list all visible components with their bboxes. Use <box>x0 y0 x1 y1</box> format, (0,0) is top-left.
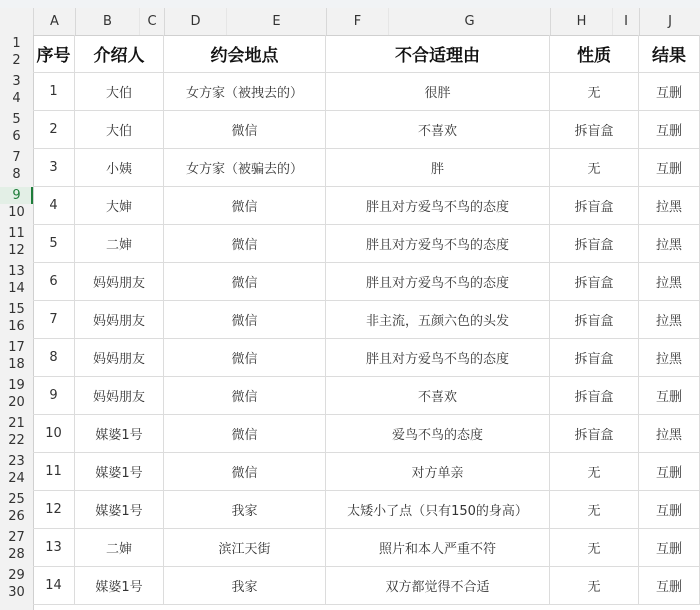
cell-introducer[interactable]: 大伯 <box>75 73 164 110</box>
toolbar-strip <box>0 0 700 8</box>
cell-location[interactable]: 微信 <box>164 377 326 414</box>
cell-result[interactable]: 拉黑 <box>639 415 700 452</box>
header-row <box>33 35 700 73</box>
cell-nature[interactable]: 拆盲盒 <box>550 187 639 224</box>
cell-result[interactable]: 互删 <box>639 149 700 186</box>
cell-result[interactable]: 拉黑 <box>639 301 700 338</box>
cell-location[interactable]: 我家 <box>164 491 326 528</box>
cell-nature[interactable]: 拆盲盒 <box>550 415 639 452</box>
row-header-28[interactable]: 28 <box>8 547 25 562</box>
header-cell-introducer[interactable]: 介绍人 <box>75 35 164 72</box>
column-header-g[interactable]: G <box>388 8 550 35</box>
header-cell-nature[interactable]: 性质 <box>550 35 639 72</box>
cell-nature[interactable]: 无 <box>550 453 639 490</box>
table-row <box>33 187 700 225</box>
cell-result[interactable]: 互删 <box>639 111 700 148</box>
header-cell-reason[interactable]: 不合适理由 <box>326 35 550 72</box>
row-header-8[interactable]: 8 <box>12 167 21 182</box>
cell-result[interactable]: 互删 <box>639 491 700 528</box>
cell-introducer[interactable]: 妈妈朋友 <box>75 339 164 376</box>
cell-result[interactable]: 互删 <box>639 377 700 414</box>
column-header-f[interactable]: F <box>326 8 388 35</box>
cell-reason[interactable]: 胖 <box>326 149 550 186</box>
table-row <box>33 339 700 377</box>
row-header-4[interactable]: 4 <box>12 91 21 106</box>
cell-index[interactable]: 4 <box>33 187 75 224</box>
cell-location[interactable]: 微信 <box>164 453 326 490</box>
cell-reason[interactable]: 爱鸟不鸟的态度 <box>326 415 550 452</box>
row-header-18[interactable]: 18 <box>8 357 25 372</box>
cell-nature[interactable]: 无 <box>550 567 639 604</box>
header-cell-result[interactable]: 结果 <box>639 35 700 72</box>
table-row <box>33 415 700 453</box>
cell-introducer[interactable]: 媒婆1号 <box>75 415 164 452</box>
cell-reason[interactable]: 胖且对方爱鸟不鸟的态度 <box>326 187 550 224</box>
row-header-25[interactable]: 25 <box>8 492 25 507</box>
row-header-17[interactable]: 17 <box>8 340 25 355</box>
cell-index[interactable]: 7 <box>33 301 75 338</box>
cell-introducer[interactable]: 妈妈朋友 <box>75 263 164 300</box>
table-row <box>33 263 700 301</box>
cell-location[interactable]: 女方家（被拽去的） <box>164 73 326 110</box>
table-row <box>33 567 700 605</box>
column-header-j[interactable]: J <box>639 8 700 35</box>
row-header-19[interactable]: 19 <box>8 378 25 393</box>
table-row <box>33 491 700 529</box>
cell-index[interactable]: 5 <box>33 225 75 262</box>
cell-reason[interactable]: 胖且对方爱鸟不鸟的态度 <box>326 339 550 376</box>
row-header-1[interactable]: 1 <box>12 36 21 51</box>
cell-index[interactable]: 6 <box>33 263 75 300</box>
cell-introducer[interactable]: 媒婆1号 <box>75 453 164 490</box>
cell-location[interactable]: 微信 <box>164 187 326 224</box>
cell-introducer[interactable]: 二婶 <box>75 225 164 262</box>
cell-index[interactable]: 11 <box>33 453 75 490</box>
table-row <box>33 377 700 415</box>
cell-reason[interactable]: 照片和本人严重不符 <box>326 529 550 566</box>
cell-result[interactable]: 互删 <box>639 529 700 566</box>
row-header-6[interactable]: 6 <box>12 129 21 144</box>
cell-introducer[interactable]: 二婶 <box>75 529 164 566</box>
cell-introducer[interactable]: 大伯 <box>75 111 164 148</box>
table-row <box>33 453 700 491</box>
row-header-30[interactable]: 30 <box>8 585 25 600</box>
table-row <box>33 73 700 111</box>
table-row <box>33 111 700 149</box>
select-all-corner[interactable] <box>0 8 33 35</box>
row-header-7[interactable]: 7 <box>12 150 21 165</box>
row-header-9[interactable]: 9 <box>0 187 33 204</box>
table-row <box>33 529 700 567</box>
cell-result[interactable]: 拉黑 <box>639 263 700 300</box>
row-header-13[interactable]: 13 <box>8 264 25 279</box>
cell-introducer[interactable]: 媒婆1号 <box>75 491 164 528</box>
cell-index[interactable]: 3 <box>33 149 75 186</box>
cell-nature[interactable]: 拆盲盒 <box>550 301 639 338</box>
row-header-14[interactable]: 14 <box>8 281 25 296</box>
row-header-bar <box>0 35 34 610</box>
cell-reason[interactable]: 不喜欢 <box>326 111 550 148</box>
cell-reason[interactable]: 双方都觉得不合适 <box>326 567 550 604</box>
cell-index[interactable]: 1 <box>33 73 75 110</box>
column-header-b[interactable]: B <box>75 8 139 35</box>
column-header-bar <box>0 8 700 36</box>
column-header-c[interactable]: C <box>139 8 164 35</box>
cell-reason[interactable]: 非主流，五颜六色的头发 <box>326 301 550 338</box>
cell-result[interactable]: 互删 <box>639 567 700 604</box>
cell-reason[interactable]: 很胖 <box>326 73 550 110</box>
cell-nature[interactable]: 无 <box>550 73 639 110</box>
cell-introducer[interactable]: 大婶 <box>75 187 164 224</box>
row-header-2[interactable]: 2 <box>12 53 21 68</box>
cell-nature[interactable]: 无 <box>550 529 639 566</box>
cell-index[interactable]: 12 <box>33 491 75 528</box>
row-header-12[interactable]: 12 <box>8 243 25 258</box>
cell-nature[interactable]: 无 <box>550 149 639 186</box>
cell-result[interactable]: 互删 <box>639 453 700 490</box>
cell-location[interactable]: 微信 <box>164 415 326 452</box>
cell-location[interactable]: 女方家（被骗去的） <box>164 149 326 186</box>
cell-location[interactable]: 滨江天街 <box>164 529 326 566</box>
row-header-21[interactable]: 21 <box>8 416 25 431</box>
cell-introducer[interactable]: 媒婆1号 <box>75 567 164 604</box>
column-header-e[interactable]: E <box>226 8 326 35</box>
row-header-22[interactable]: 22 <box>8 433 25 448</box>
cell-nature[interactable]: 拆盲盒 <box>550 225 639 262</box>
cell-introducer[interactable]: 妈妈朋友 <box>75 377 164 414</box>
row-header-5[interactable]: 5 <box>12 112 21 127</box>
cell-nature[interactable]: 拆盲盒 <box>550 339 639 376</box>
row-header-20[interactable]: 20 <box>8 395 25 410</box>
cell-nature[interactable]: 拆盲盒 <box>550 111 639 148</box>
cell-result[interactable]: 拉黑 <box>639 187 700 224</box>
cell-result[interactable]: 拉黑 <box>639 339 700 376</box>
column-header-i[interactable]: I <box>612 8 639 35</box>
cell-reason[interactable]: 不喜欢 <box>326 377 550 414</box>
row-header-11[interactable]: 11 <box>8 226 25 241</box>
cell-reason[interactable]: 太矮小了点（只有150的身高） <box>326 491 550 528</box>
table-row <box>33 301 700 339</box>
cell-introducer[interactable]: 妈妈朋友 <box>75 301 164 338</box>
table-row <box>33 149 700 187</box>
header-cell-index[interactable]: 序号 <box>33 35 75 72</box>
cell-nature[interactable]: 拆盲盒 <box>550 263 639 300</box>
cell-location[interactable]: 我家 <box>164 567 326 604</box>
cell-location[interactable]: 微信 <box>164 225 326 262</box>
column-header-h[interactable]: H <box>550 8 612 35</box>
cell-reason[interactable]: 对方单亲 <box>326 453 550 490</box>
table-row <box>33 225 700 263</box>
cell-location[interactable]: 微信 <box>164 263 326 300</box>
row-header-15[interactable]: 15 <box>8 302 25 317</box>
cell-index[interactable]: 13 <box>33 529 75 566</box>
row-header-27[interactable]: 27 <box>8 530 25 545</box>
cell-introducer[interactable]: 小姨 <box>75 149 164 186</box>
cell-index[interactable]: 9 <box>33 377 75 414</box>
cell-nature[interactable]: 无 <box>550 491 639 528</box>
cell-location[interactable]: 微信 <box>164 301 326 338</box>
column-header-a[interactable]: A <box>33 8 75 35</box>
cell-index[interactable]: 8 <box>33 339 75 376</box>
cell-index[interactable]: 10 <box>33 415 75 452</box>
row-header-3[interactable]: 3 <box>12 74 21 89</box>
cell-reason[interactable]: 胖且对方爱鸟不鸟的态度 <box>326 225 550 262</box>
cell-location[interactable]: 微信 <box>164 339 326 376</box>
cell-reason[interactable]: 胖且对方爱鸟不鸟的态度 <box>326 263 550 300</box>
cell-index[interactable]: 14 <box>33 567 75 604</box>
row-header-29[interactable]: 29 <box>8 568 25 583</box>
cell-result[interactable]: 拉黑 <box>639 225 700 262</box>
header-cell-location[interactable]: 约会地点 <box>164 35 326 72</box>
row-header-26[interactable]: 26 <box>8 509 25 524</box>
row-header-10[interactable]: 10 <box>8 205 25 220</box>
cell-nature[interactable]: 拆盲盒 <box>550 377 639 414</box>
row-header-23[interactable]: 23 <box>8 454 25 469</box>
column-header-d[interactable]: D <box>164 8 226 35</box>
cell-index[interactable]: 2 <box>33 111 75 148</box>
cell-location[interactable]: 微信 <box>164 111 326 148</box>
row-header-16[interactable]: 16 <box>8 319 25 334</box>
cell-result[interactable]: 互删 <box>639 73 700 110</box>
row-header-24[interactable]: 24 <box>8 471 25 486</box>
